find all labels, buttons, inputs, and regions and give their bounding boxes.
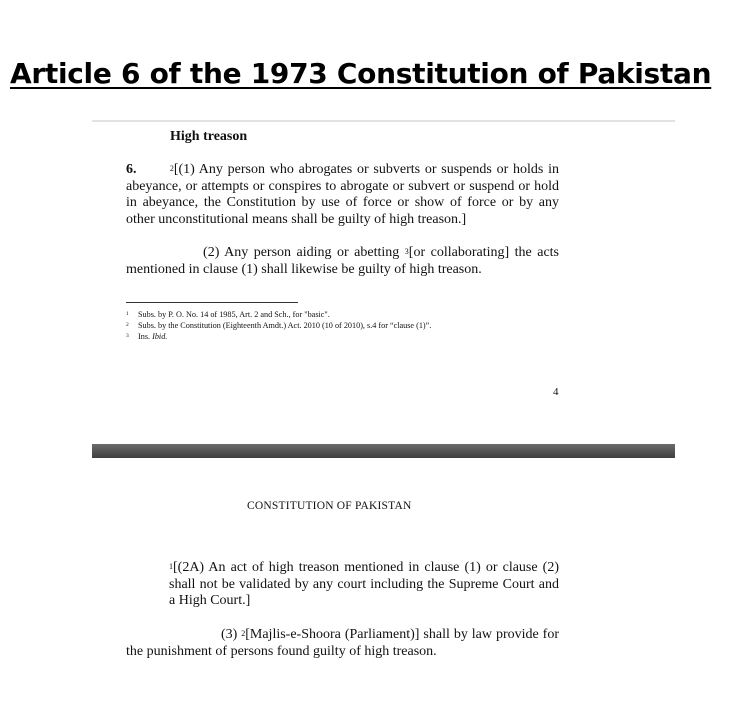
clause-2a-paragraph <box>169 560 559 610</box>
document-top-edge <box>92 120 675 122</box>
footnote-ref: 2 <box>169 164 174 173</box>
page-title: Article 6 of the 1973 Constitution of Pakistan <box>10 57 712 90</box>
footnote-3 <box>126 331 566 342</box>
clause-2-text-start: (2) Any person aiding or abetting <box>203 245 405 260</box>
footnote-ref: 1 <box>169 562 173 571</box>
clause-3-text-start: (3) <box>220 627 242 642</box>
footnote-ref: 2 <box>241 629 246 638</box>
page-number: 4 <box>553 386 559 398</box>
clause-3-text-end: [Majlis-e-Shoora (Parliament)] shall by law provide for the punishment of persons found guilty of high treason. <box>126 627 559 659</box>
clause-2-paragraph <box>126 245 559 278</box>
footnote-separator <box>126 302 298 303</box>
clause-3-paragraph <box>126 627 559 660</box>
footnote-text: Ins. <box>138 332 153 341</box>
footnote-mark: 1 <box>126 311 129 317</box>
footnote-text: Subs. by P. O. No. 14 of 1985, Art. 2 and Sch., for "basic". <box>138 310 330 319</box>
clause-1-paragraph <box>126 162 559 228</box>
footnote-mark: 2 <box>126 322 129 328</box>
clause-1-text: [(1) Any person who abrogates or subverts or suspends or holds in abeyance, or attempts or conspires to abrogate or subvert or suspend or hold in abeyance, the Constitution by use of force or show of force or by any other unconstitutional means shall be guilty of high treason.] <box>126 162 559 227</box>
clause-2-text-end: [or collaborating] the acts mentioned in clause (1) shall likewise be guilty of high treason. <box>126 245 560 277</box>
footnote-ref: 3 <box>404 247 409 256</box>
footnote-mark: 3 <box>126 333 129 339</box>
footnotes <box>126 309 566 342</box>
running-head: CONSTITUTION OF PAKISTAN <box>247 500 412 512</box>
footnote-italic: Ibid. <box>152 332 168 341</box>
clause-2a-text: [(2A) An act of high treason mentioned in clause (1) or clause (2) shall not be validated by any court including the Supreme Court and a High Court.] <box>169 560 559 609</box>
article-number: 6. <box>126 162 137 177</box>
page-divider-bar <box>92 444 675 458</box>
footnote-text: Subs. by the Constitution (Eighteenth Amdt.) Act. 2010 (10 of 2010), s.4 for “clause (1)”. <box>138 321 432 330</box>
footnote-1 <box>126 309 566 320</box>
section-heading: High treason <box>170 129 248 144</box>
footnote-2 <box>126 320 566 331</box>
